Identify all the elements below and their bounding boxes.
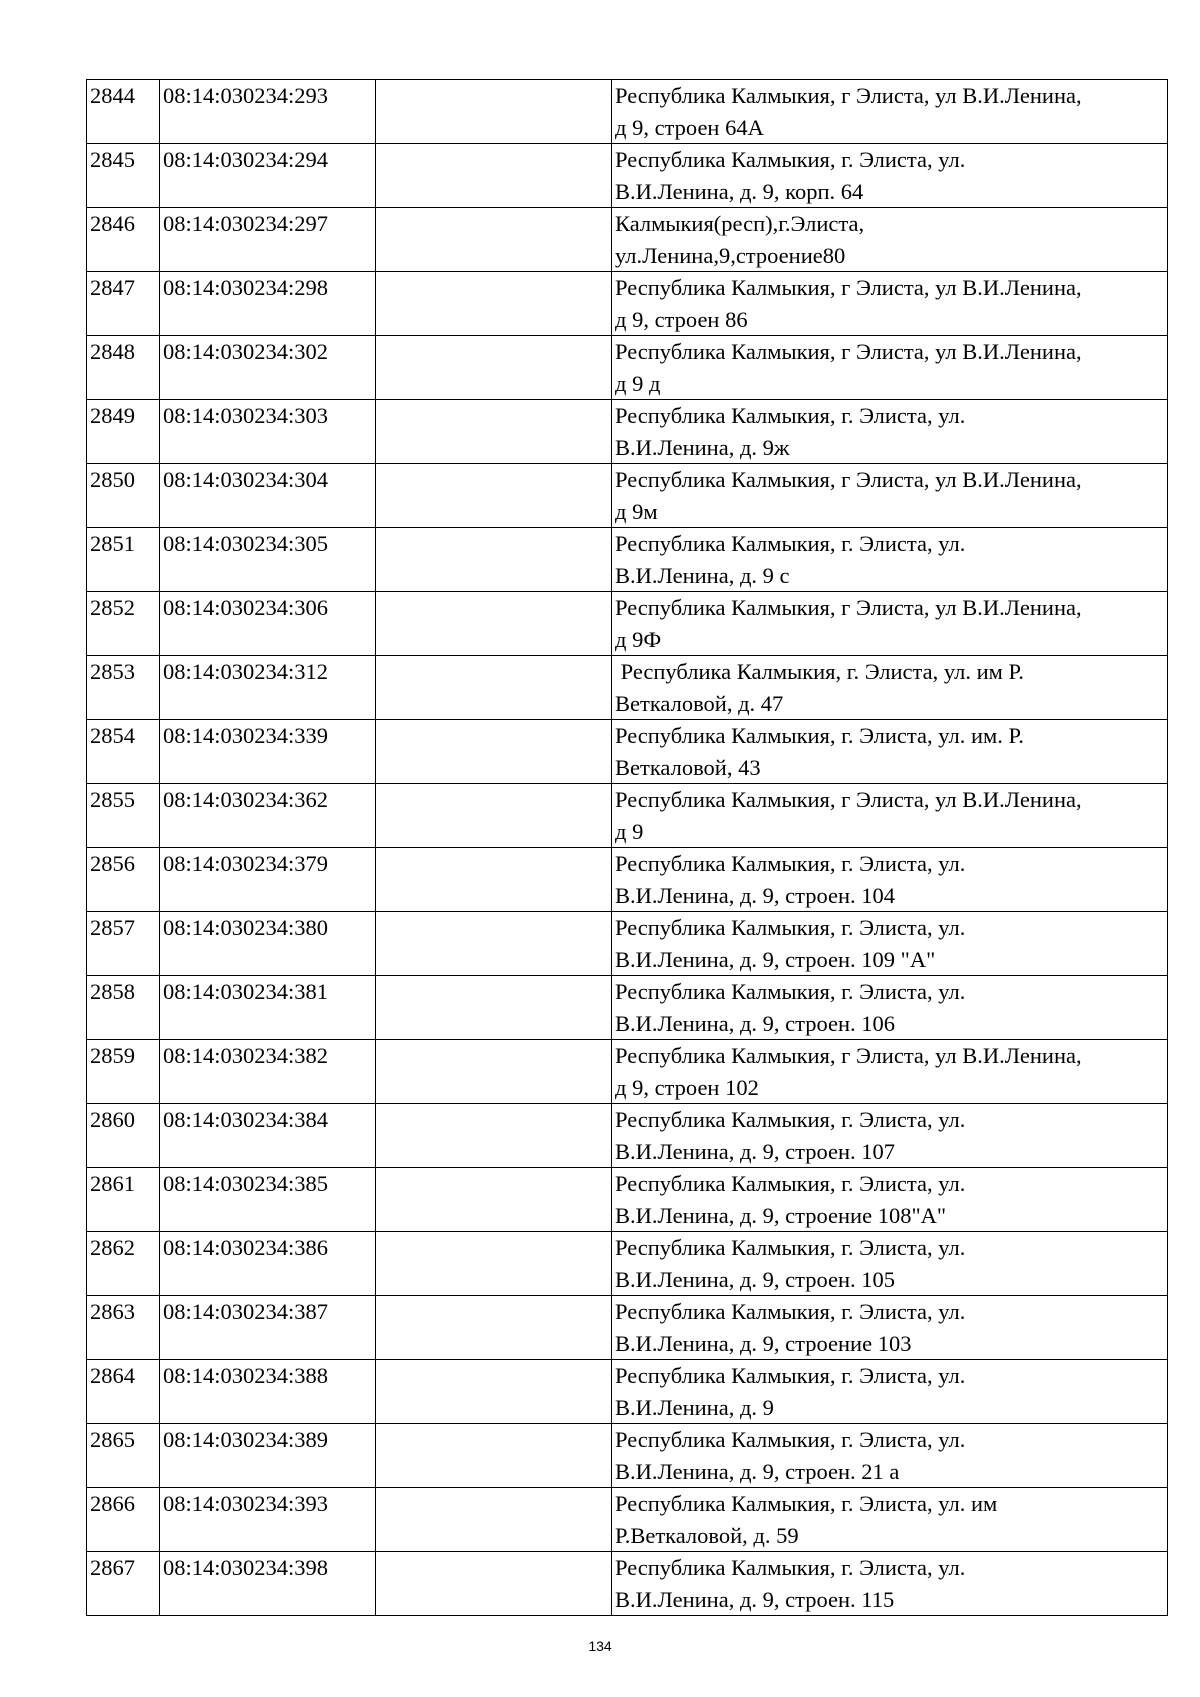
- address-cell: [612, 912, 1168, 976]
- address-line: Республика Калмыкия, г Элиста, ул В.И.Ленина,: [615, 787, 1082, 812]
- address-line: Веткаловой, д. 47: [615, 690, 784, 716]
- address-cell: [612, 1488, 1168, 1552]
- empty-cell: [376, 336, 612, 400]
- address-line: Республика Калмыкия, г. Элиста, ул. им Р.: [615, 659, 1024, 684]
- address-line: д 9: [615, 818, 644, 844]
- table-row: [87, 400, 1168, 464]
- table-row: [87, 1104, 1168, 1168]
- row-number-cell: 2866: [87, 1488, 160, 1552]
- address-line: Республика Калмыкия, г. Элиста, ул.: [615, 1299, 966, 1324]
- row-number-cell: 2856: [87, 848, 160, 912]
- row-number-cell: 2864: [87, 1360, 160, 1424]
- address-line: В.И.Ленина, д. 9, корп. 64: [615, 178, 864, 204]
- cadastral-number-cell: 08:14:030234:386: [160, 1232, 376, 1296]
- cadastral-number-cell: 08:14:030234:294: [160, 144, 376, 208]
- empty-cell: [376, 1040, 612, 1104]
- cadastral-number-cell: 08:14:030234:387: [160, 1296, 376, 1360]
- cadastral-number-cell: 08:14:030234:379: [160, 848, 376, 912]
- page-number: 134: [588, 1638, 612, 1654]
- row-number-cell: 2857: [87, 912, 160, 976]
- address-line: д 9, строен 64А: [615, 114, 764, 140]
- empty-cell: [376, 464, 612, 528]
- address-line: В.И.Ленина, д. 9ж: [615, 434, 790, 460]
- address-line: ул.Ленина,9,строение80: [615, 242, 846, 268]
- empty-cell: [376, 400, 612, 464]
- address-line: Республика Калмыкия, г. Элиста, ул.: [615, 1427, 966, 1452]
- cadastral-number-cell: 08:14:030234:389: [160, 1424, 376, 1488]
- table-row: [87, 208, 1168, 272]
- cadastral-number-cell: 08:14:030234:385: [160, 1168, 376, 1232]
- empty-cell: [376, 1360, 612, 1424]
- empty-cell: [376, 592, 612, 656]
- address-line: Республика Калмыкия, г. Элиста, ул.: [615, 1363, 966, 1388]
- table-row: [87, 848, 1168, 912]
- row-number-cell: 2851: [87, 528, 160, 592]
- row-number-cell: 2845: [87, 144, 160, 208]
- cadastral-number-cell: 08:14:030234:362: [160, 784, 376, 848]
- cadastral-number-cell: 08:14:030234:388: [160, 1360, 376, 1424]
- address-line: Республика Калмыкия, г. Элиста, ул.: [615, 979, 966, 1004]
- address-line: д 9 д: [615, 370, 661, 396]
- row-number-cell: 2849: [87, 400, 160, 464]
- address-cell: [612, 80, 1168, 144]
- empty-cell: [376, 528, 612, 592]
- cadastral-number-cell: 08:14:030234:304: [160, 464, 376, 528]
- address-line: Республика Калмыкия, г. Элиста, ул. им: [615, 1491, 998, 1516]
- table-row: [87, 1552, 1168, 1616]
- address-cell: [612, 144, 1168, 208]
- address-cell: [612, 1040, 1168, 1104]
- address-cell: [612, 528, 1168, 592]
- address-cell: [612, 720, 1168, 784]
- address-line: В.И.Ленина, д. 9, строен. 21 а: [615, 1458, 900, 1484]
- row-number-cell: 2847: [87, 272, 160, 336]
- table-row: [87, 464, 1168, 528]
- address-line: Веткаловой, 43: [615, 754, 761, 780]
- table-row: [87, 784, 1168, 848]
- registry-table-body: [87, 80, 1168, 1616]
- table-row: [87, 592, 1168, 656]
- address-line: Республика Калмыкия, г. Элиста, ул.: [615, 531, 966, 556]
- cadastral-number-cell: 08:14:030234:380: [160, 912, 376, 976]
- row-number-cell: 2852: [87, 592, 160, 656]
- row-number-cell: 2846: [87, 208, 160, 272]
- address-line: В.И.Ленина, д. 9, строен. 106: [615, 1010, 896, 1036]
- table-row: [87, 912, 1168, 976]
- address-cell: [612, 1296, 1168, 1360]
- address-line: д 9, строен 102: [615, 1074, 759, 1100]
- address-cell: [612, 592, 1168, 656]
- address-line: Республика Калмыкия, г. Элиста, ул.: [615, 1107, 966, 1132]
- cadastral-number-cell: 08:14:030234:305: [160, 528, 376, 592]
- empty-cell: [376, 1488, 612, 1552]
- empty-cell: [376, 208, 612, 272]
- address-cell: [612, 336, 1168, 400]
- address-cell: [612, 208, 1168, 272]
- table-row: [87, 720, 1168, 784]
- address-cell: [612, 1104, 1168, 1168]
- table-row: [87, 1168, 1168, 1232]
- cadastral-number-cell: 08:14:030234:312: [160, 656, 376, 720]
- address-cell: [612, 464, 1168, 528]
- cadastral-number-cell: 08:14:030234:339: [160, 720, 376, 784]
- address-cell: [612, 1360, 1168, 1424]
- row-number-cell: 2848: [87, 336, 160, 400]
- empty-cell: [376, 1104, 612, 1168]
- row-number-cell: 2858: [87, 976, 160, 1040]
- empty-cell: [376, 720, 612, 784]
- cadastral-number-cell: 08:14:030234:302: [160, 336, 376, 400]
- table-row: [87, 1296, 1168, 1360]
- address-cell: [612, 976, 1168, 1040]
- cadastral-number-cell: 08:14:030234:293: [160, 80, 376, 144]
- table-row: [87, 336, 1168, 400]
- row-number-cell: 2867: [87, 1552, 160, 1616]
- row-number-cell: 2855: [87, 784, 160, 848]
- address-line: Республика Калмыкия, г. Элиста, ул.: [615, 147, 966, 172]
- registry-table: [86, 79, 1168, 1616]
- table-row: [87, 80, 1168, 144]
- row-number-cell: 2859: [87, 1040, 160, 1104]
- address-line: Республика Калмыкия, г. Элиста, ул.: [615, 403, 966, 428]
- empty-cell: [376, 1424, 612, 1488]
- cadastral-number-cell: 08:14:030234:298: [160, 272, 376, 336]
- row-number-cell: 2854: [87, 720, 160, 784]
- empty-cell: [376, 1296, 612, 1360]
- address-line: Республика Калмыкия, г Элиста, ул В.И.Ленина,: [615, 83, 1082, 108]
- address-line: В.И.Ленина, д. 9, строение 108"А": [615, 1202, 947, 1228]
- empty-cell: [376, 976, 612, 1040]
- cadastral-number-cell: 08:14:030234:381: [160, 976, 376, 1040]
- cadastral-number-cell: 08:14:030234:382: [160, 1040, 376, 1104]
- address-cell: [612, 272, 1168, 336]
- address-line: Республика Калмыкия, г. Элиста, ул.: [615, 851, 966, 876]
- cadastral-number-cell: 08:14:030234:297: [160, 208, 376, 272]
- address-line: д 9м: [615, 498, 658, 524]
- address-cell: [612, 1168, 1168, 1232]
- address-line: В.И.Ленина, д. 9, строен. 115: [615, 1586, 895, 1612]
- cadastral-number-cell: 08:14:030234:398: [160, 1552, 376, 1616]
- table-row: [87, 528, 1168, 592]
- cadastral-number-cell: 08:14:030234:306: [160, 592, 376, 656]
- row-number-cell: 2861: [87, 1168, 160, 1232]
- empty-cell: [376, 1552, 612, 1616]
- empty-cell: [376, 272, 612, 336]
- address-line: Калмыкия(респ),г.Элиста,: [615, 211, 865, 236]
- address-line: Республика Калмыкия, г Элиста, ул В.И.Ленина,: [615, 1043, 1082, 1068]
- row-number-cell: 2865: [87, 1424, 160, 1488]
- table-row: [87, 144, 1168, 208]
- address-cell: [612, 400, 1168, 464]
- address-line: Республика Калмыкия, г. Элиста, ул.: [615, 1171, 966, 1196]
- empty-cell: [376, 912, 612, 976]
- address-line: Республика Калмыкия, г Элиста, ул В.И.Ленина,: [615, 467, 1082, 492]
- table-row: [87, 976, 1168, 1040]
- address-line: Р.Веткаловой, д. 59: [615, 1522, 799, 1548]
- address-cell: [612, 1552, 1168, 1616]
- address-cell: [612, 848, 1168, 912]
- address-line: Республика Калмыкия, г Элиста, ул В.И.Ленина,: [615, 275, 1082, 300]
- address-cell: [612, 656, 1168, 720]
- table-row: [87, 1488, 1168, 1552]
- empty-cell: [376, 656, 612, 720]
- address-line: В.И.Ленина, д. 9, строение 103: [615, 1330, 912, 1356]
- empty-cell: [376, 784, 612, 848]
- address-line: В.И.Ленина, д. 9, строен. 109 "А": [615, 946, 936, 972]
- address-line: Республика Калмыкия, г Элиста, ул В.И.Ленина,: [615, 595, 1082, 620]
- table-row: [87, 1424, 1168, 1488]
- address-line: д 9Ф: [615, 626, 662, 652]
- address-line: В.И.Ленина, д. 9 с: [615, 562, 790, 588]
- table-row: [87, 272, 1168, 336]
- address-line: В.И.Ленина, д. 9, строен. 104: [615, 882, 896, 908]
- empty-cell: [376, 848, 612, 912]
- address-line: В.И.Ленина, д. 9, строен. 105: [615, 1266, 896, 1292]
- row-number-cell: 2862: [87, 1232, 160, 1296]
- empty-cell: [376, 1232, 612, 1296]
- address-line: Республика Калмыкия, г Элиста, ул В.И.Ленина,: [615, 339, 1082, 364]
- address-line: Республика Калмыкия, г. Элиста, ул.: [615, 1235, 966, 1260]
- address-line: В.И.Ленина, д. 9, строен. 107: [615, 1138, 896, 1164]
- cadastral-number-cell: 08:14:030234:384: [160, 1104, 376, 1168]
- address-line: Республика Калмыкия, г. Элиста, ул. им. Р.: [615, 723, 1024, 748]
- address-cell: [612, 1424, 1168, 1488]
- row-number-cell: 2853: [87, 656, 160, 720]
- empty-cell: [376, 80, 612, 144]
- address-cell: [612, 1232, 1168, 1296]
- table-row: [87, 1040, 1168, 1104]
- address-cell: [612, 784, 1168, 848]
- address-line: Республика Калмыкия, г. Элиста, ул.: [615, 915, 966, 940]
- table-row: [87, 1232, 1168, 1296]
- row-number-cell: 2844: [87, 80, 160, 144]
- table-row: [87, 1360, 1168, 1424]
- cadastral-number-cell: 08:14:030234:303: [160, 400, 376, 464]
- empty-cell: [376, 144, 612, 208]
- table-row: [87, 656, 1168, 720]
- address-line: Республика Калмыкия, г. Элиста, ул.: [615, 1555, 966, 1580]
- address-line: д 9, строен 86: [615, 306, 748, 332]
- empty-cell: [376, 1168, 612, 1232]
- row-number-cell: 2860: [87, 1104, 160, 1168]
- cadastral-number-cell: 08:14:030234:393: [160, 1488, 376, 1552]
- row-number-cell: 2850: [87, 464, 160, 528]
- row-number-cell: 2863: [87, 1296, 160, 1360]
- address-line: В.И.Ленина, д. 9: [615, 1394, 774, 1420]
